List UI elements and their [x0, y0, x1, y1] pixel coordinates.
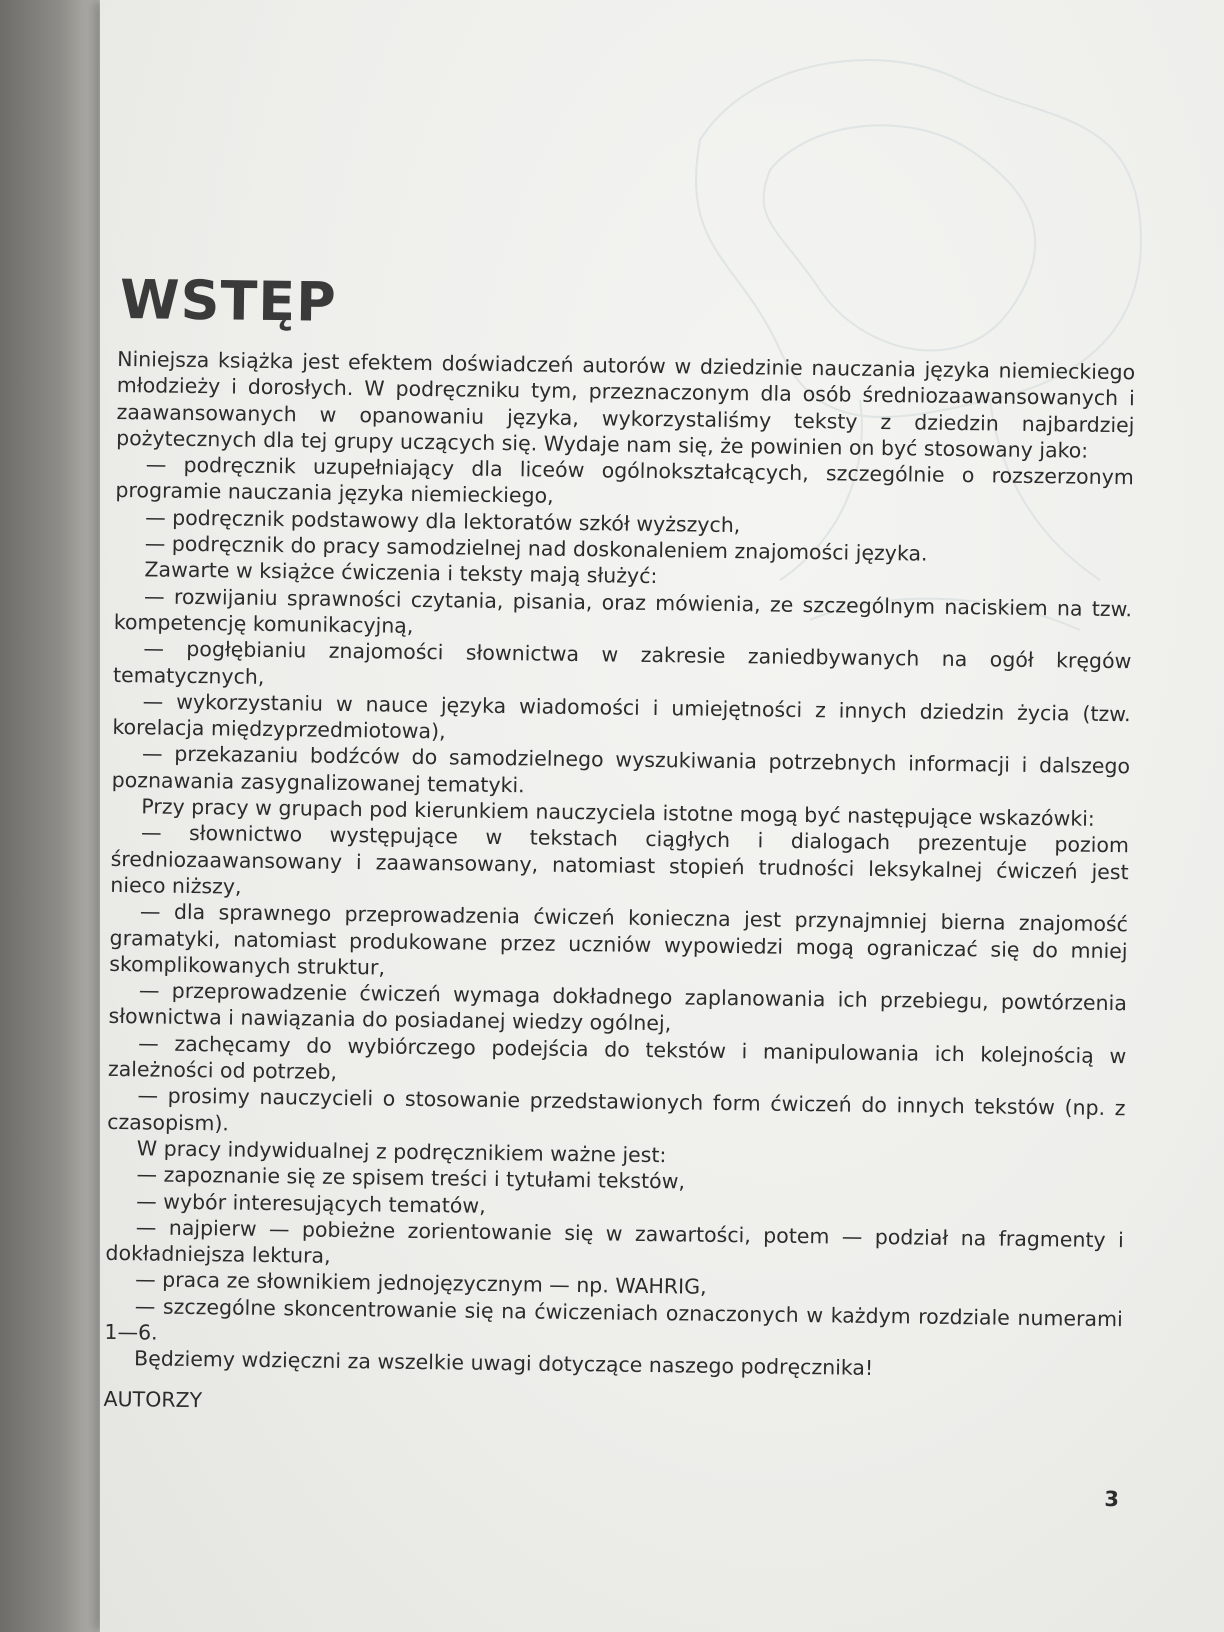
list-item: — praca ze słownikiem jednojęzycznym — np. WAHRIG,: [135, 1267, 707, 1300]
list-item: — słownictwo występujące w tekstach ciągłych i dialogach prezentuje poziom średniozaawansowany i zaawansowany, natomiast stopień trudności leksykalnej ćwiczeń jest nieco niższy,: [110, 820, 1130, 899]
list-item: — wybór interesujących tematów,: [136, 1188, 486, 1218]
paragraph: Przy pracy w grupach pod kierunkiem nauczyciela istotne mogą być następujące wskazówki:: [141, 794, 1095, 831]
paragraph: Niniejsza książka jest efektem doświadczeń autorów w dziedzinie nauczania języka niemieckiego młodzieży i dorosłych. W podręczniku tym, przeznaczonym dla osób średniozaawansowanych i zaawansowanych w opanowaniu języka, wykorzystaliśmy teksty z dziedzin najbardziej pożytecznych dla tej grupy uczących się. Wydaje nam się, że powinien on być stosowany jako:: [116, 346, 1136, 463]
list-item: — najpierw — pobieżne zorientowanie się w zawartości, potem — podział na fragmenty i dokładniejsza lektura,: [105, 1215, 1124, 1268]
list-item: — przekazaniu bodźców do samodzielnego wyszukiwania potrzebnych informacji i dalszego poznawania zasygnalizowanej tematyki.: [111, 741, 1131, 798]
list-item: — podręcznik do pracy samodzielnej nad doskonaleniem znajomości języka.: [144, 531, 928, 566]
list-item: — szczególne skoncentrowanie się na ćwiczeniach oznaczonych w każdym rozdziale numerami 1—6.: [104, 1293, 1123, 1345]
document-body: [103, 346, 1135, 1425]
list-item: — podręcznik podstawowy dla lektoratów szkół wyższych,: [145, 505, 741, 537]
list-item: — zachęcamy do wybiórczego podejścia do tekstów i manipulowania ich kolejnością w zależności od potrzeb,: [107, 1031, 1127, 1084]
list-item: — podręcznik uzupełniający dla liceów ogólnokształcących, szczególnie o rozszerzonym programie nauczania języka niemieckiego,: [115, 452, 1134, 509]
paragraph: Będziemy wdzięczni za wszelkie uwagi dotyczące naszego podręcznika!: [133, 1346, 874, 1381]
paragraph: Zawarte w książce ćwiczenia i teksty mają służyć:: [144, 557, 658, 589]
list-item: — prosimy nauczycieli o stosowanie przedstawionych form ćwiczeń do innych tekstów (np. z czasopism).: [107, 1083, 1126, 1136]
list-item: — dla sprawnego przeprowadzenia ćwiczeń konieczna jest przynajmniej bierna znajomość gramatyki, natomiast produkowane przez uczniów wypowiedzi mogą ograniczać się do mniej skomplikowanych struktur,: [109, 899, 1129, 980]
signature: AUTORZY: [103, 1386, 203, 1412]
paragraph: W pracy indywidualnej z podręcznikiem ważne jest:: [136, 1136, 667, 1168]
list-item: — przeprowadzenie ćwiczeń wymaga dokładnego zaplanowania ich przebiegu, powtórzenia słownictwa i nawiązania do posiadanej wiedzy ogólnej,: [108, 978, 1128, 1036]
list-item: — zapoznanie się ze spisem treści i tytułami tekstów,: [136, 1162, 686, 1194]
list-item: — wykorzystaniu w nauce języka wiadomości i umiejętności z innych dziedzin życia (tzw. korelacja międzyprzedmiotowa),: [112, 689, 1131, 744]
page-title: WSTĘP: [119, 268, 338, 334]
page-number: 3: [1104, 1486, 1120, 1512]
list-item: — rozwijaniu sprawności czytania, pisania, oraz mówienia, ze szczególnym naciskiem na tzw. kompetencję komunikacyjną,: [113, 584, 1133, 638]
list-item: — pogłębianiu znajomości słownictwa w zakresie zaniedbywanych na ogół kręgów tematycznych,: [112, 636, 1132, 689]
